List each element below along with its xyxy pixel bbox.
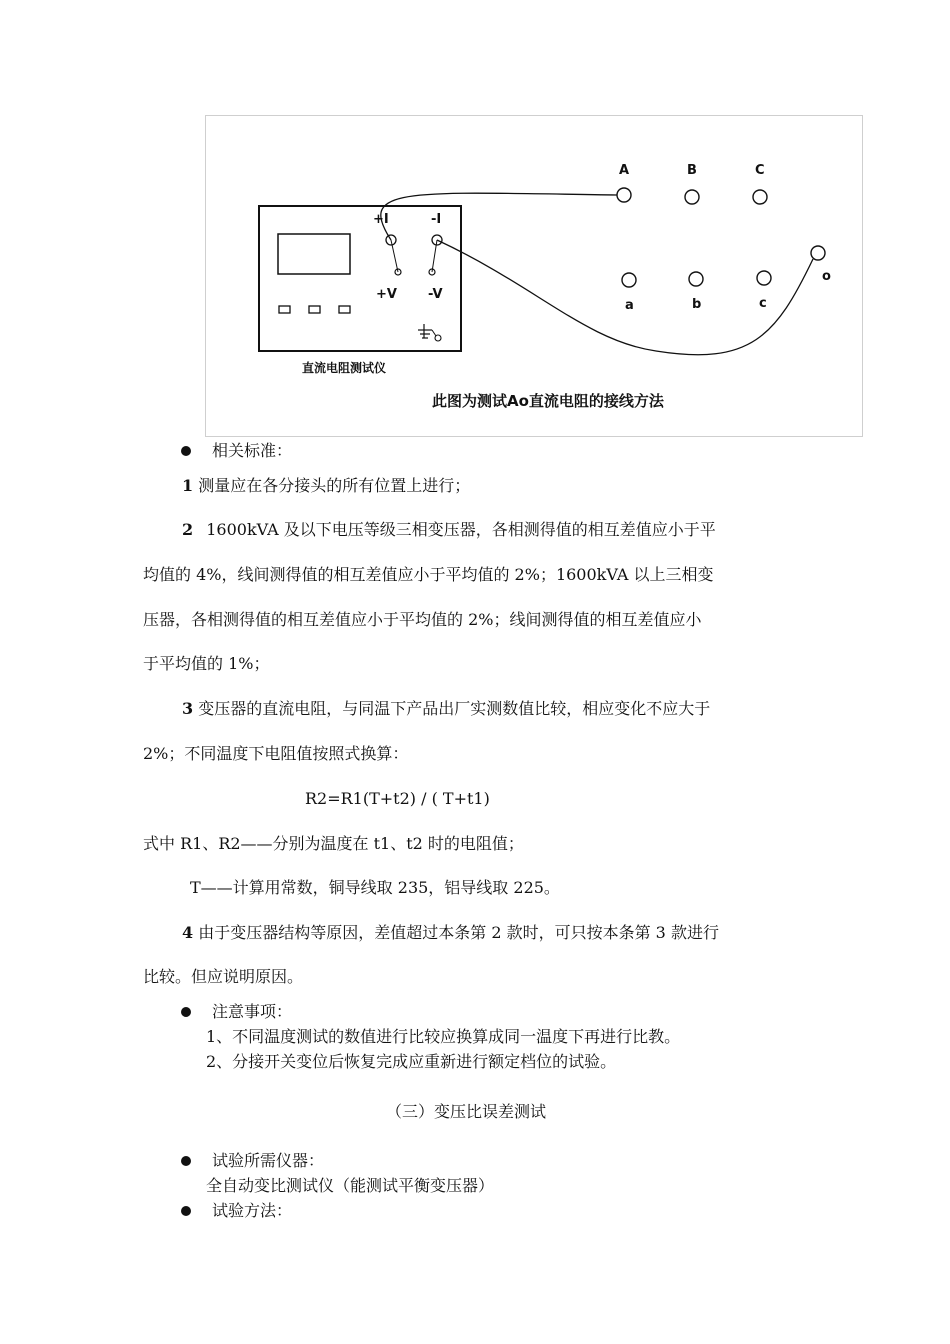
label-plus-i: +I xyxy=(373,212,389,227)
standard-item-2-line-3: 压器，各相测得值的相互差值应小于平均值的 2%；线间测得值的相互差值应小 xyxy=(143,610,702,629)
standard-item-3-line-2: 2%；不同温度下电阻值按照式换算： xyxy=(143,744,409,763)
standard-item-1 xyxy=(182,476,470,496)
wiring-diagram xyxy=(205,115,863,437)
standard-item-4-line-2: 比较。但应说明原因。 xyxy=(143,967,304,986)
label-B: B xyxy=(687,163,697,178)
ground-icon xyxy=(418,324,441,341)
instrument-button xyxy=(279,306,290,313)
notes-heading: 注意事项： xyxy=(212,1002,293,1021)
label-b: b xyxy=(692,297,702,312)
terminal-A xyxy=(617,188,631,202)
label-A: A xyxy=(619,163,630,178)
bullet-icon xyxy=(181,446,191,456)
item-number: 2 xyxy=(182,520,194,539)
item-text: 由于变压器结构等原因，差值超过本条第 2 款时，可只按本条第 3 款进行 xyxy=(198,923,719,942)
wire-to-A xyxy=(381,193,617,240)
item-text: 1600kVA 及以下电压等级三相变压器，各相测得值的相互差值应小于平 xyxy=(206,520,716,539)
bullet-icon xyxy=(181,1206,191,1216)
terminal-C xyxy=(753,190,767,204)
jumper-plus xyxy=(391,240,398,272)
label-plus-v: +V xyxy=(376,287,397,302)
equipment-heading: 试验所需仪器： xyxy=(212,1151,325,1170)
instrument-label: 直流电阻测试仪 xyxy=(302,361,387,375)
label-minus-v: -V xyxy=(428,287,443,302)
standard-item-2-line-4: 于平均值的 1%； xyxy=(143,654,270,673)
standard-item-2 xyxy=(182,520,716,540)
terminal-c xyxy=(757,271,771,285)
method-heading: 试验方法： xyxy=(212,1201,293,1220)
label-o: o xyxy=(822,269,831,284)
terminal-b xyxy=(689,272,703,286)
instrument-box xyxy=(259,206,461,351)
item-number: 4 xyxy=(182,923,194,942)
instrument-button xyxy=(339,306,350,313)
standard-item-2-line-2: 均值的 4%，线间测得值的相互差值应小于平均值的 2%；1600kVA 以上三相变 xyxy=(143,565,714,584)
note-1: 1、不同温度测试的数值进行比较应换算成同一温度下再进行比教。 xyxy=(206,1027,681,1046)
wiring-diagram-svg xyxy=(206,116,864,438)
terminal-B xyxy=(685,190,699,204)
item-number: 1 xyxy=(182,476,194,495)
label-minus-i: -I xyxy=(431,212,442,227)
item-text: 变压器的直流电阻，与同温下产品出厂实测数值比较，相应变化不应大于 xyxy=(198,699,711,718)
bullet-icon xyxy=(181,1156,191,1166)
formula-where-1: 式中 R1、R2——分别为温度在 t1、t2 时的电阻值； xyxy=(143,834,524,853)
bullet-icon xyxy=(181,1007,191,1017)
formula-where-2: T——计算用常数，铜导线取 235，铝导线取 225。 xyxy=(190,878,560,897)
instrument-display xyxy=(278,234,350,274)
terminal-a xyxy=(622,273,636,287)
equipment-item: 全自动变比测试仪（能测试平衡变压器） xyxy=(206,1176,495,1195)
item-number: 3 xyxy=(182,699,194,718)
note-2: 2、分接开关变位后恢复完成应重新进行额定档位的试验。 xyxy=(206,1052,617,1071)
section-title: （三）变压比误差测试 xyxy=(386,1102,547,1121)
formula: R2=R1(T+t2) / ( T+t1) xyxy=(305,789,490,808)
figure-caption: 此图为测试Ao直流电阻的接线方法 xyxy=(432,392,664,410)
item-text: 测量应在各分接头的所有位置上进行； xyxy=(198,476,471,495)
label-c: c xyxy=(759,296,767,311)
instrument-button xyxy=(309,306,320,313)
standard-item-3 xyxy=(182,699,710,719)
standard-item-4 xyxy=(182,923,719,943)
standards-heading: 相关标准： xyxy=(212,441,293,460)
label-a: a xyxy=(625,298,634,313)
label-C: C xyxy=(755,163,765,178)
terminal-o xyxy=(811,246,825,260)
